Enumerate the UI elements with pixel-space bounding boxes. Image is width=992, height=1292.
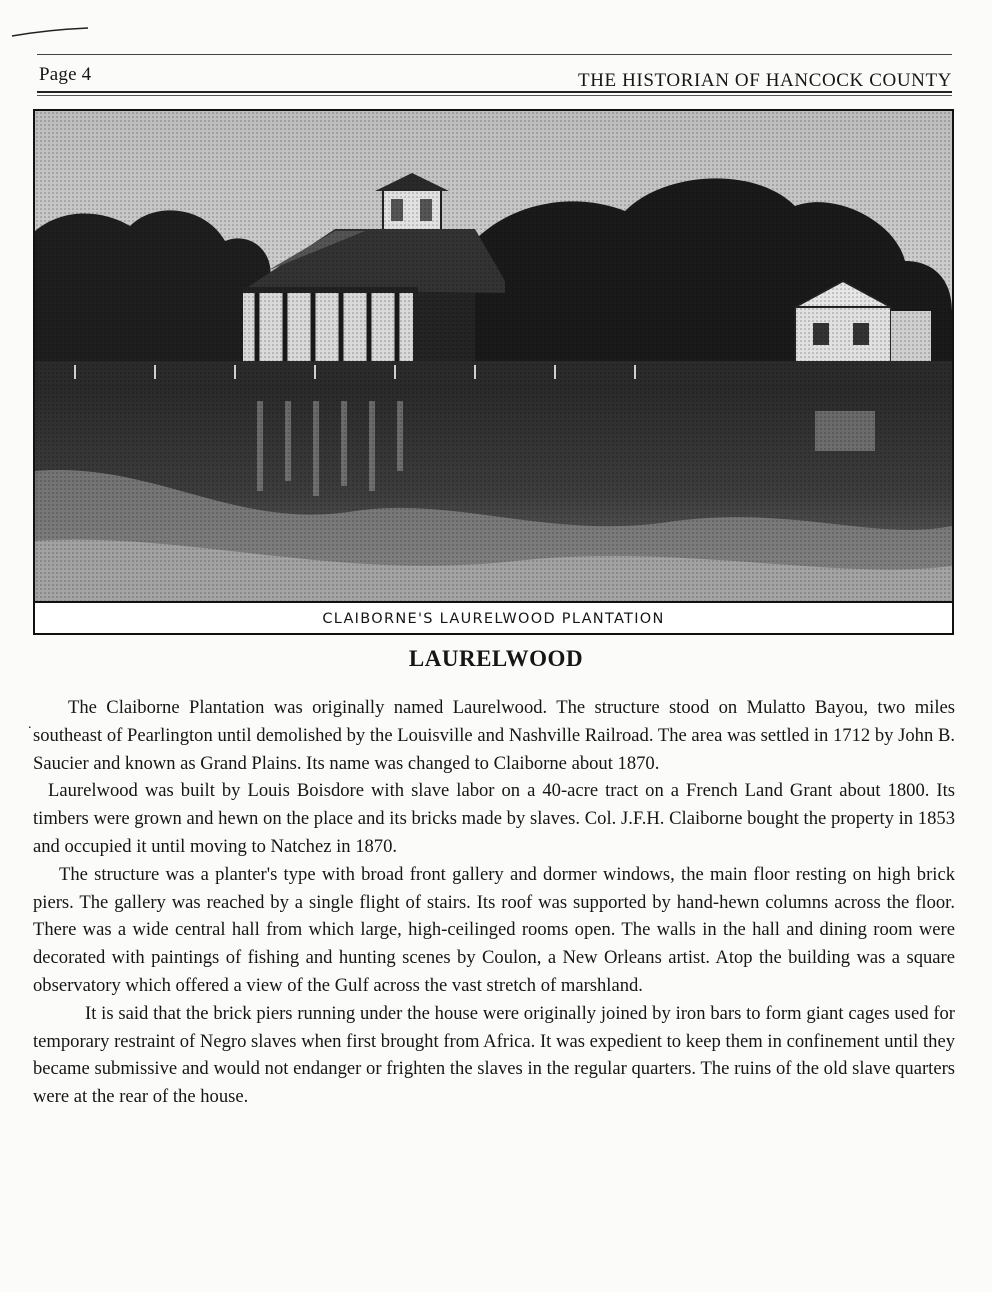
pen-mark (10, 20, 90, 40)
paragraph: The Claiborne Plantation was originally named Laurelwood. The structure stood on Mulatto Bayou, two miles southeast of Pearlington until demolished by the Louisville and Nashville Railroad. The area was settled in 1712 by John B. Saucier and known as Grand Plains. Its name was changed to Claiborne about 1870. (33, 697, 955, 774)
article-title: LAURELWOOD (408, 646, 584, 671)
header-rule-thin (37, 95, 952, 96)
figure (33, 109, 954, 635)
page-number: Page 4 (39, 64, 92, 85)
header-rule (37, 91, 952, 93)
paragraph: It is said that the brick piers running under the house were originally joined by iron bars to form giant cages used for temporary restraint of Negro slaves when first brought from Africa. It was expedient to keep them in confinement until they became submissive and would not endanger or frighten the slaves in the regular quarters. The ruins of the old slave quarters were at the rear of the house. (33, 1002, 955, 1108)
photo-caption: CLAIBORNE'S LAURELWOOD PLANTATION (35, 601, 952, 635)
publication-title: THE HISTORIAN OF HANCOCK COUNTY (578, 70, 952, 91)
header-top-rule (37, 54, 952, 55)
paragraph: The structure was a planter's type with broad front gallery and dormer windows, the main floor resting on high brick piers. The gallery was reached by a single flight of stairs. Its roof was supported by hand-hewn columns across the floor. There was a wide central hall from which large, high-ceilinged rooms open. The walls in the hall and dining room were decorated with paintings of fishing and hunting scenes by Coulon, a New Orleans artist. Atop the building was a square observatory which offered a view of the Gulf across the vast stretch of marshland. (33, 863, 955, 996)
stray-mark: . (28, 717, 32, 732)
plantation-photo (35, 111, 952, 601)
paragraph: Laurelwood was built by Louis Boisdore with slave labor on a 40-acre tract on a French Land Grant about 1800. Its timbers were grown and hewn on the place and its bricks made by slaves. Col. J.F.H. Claiborne bought the property in 1853 and occupied it until moving to Natchez in 1870. (33, 780, 955, 857)
article-body (33, 694, 955, 1111)
